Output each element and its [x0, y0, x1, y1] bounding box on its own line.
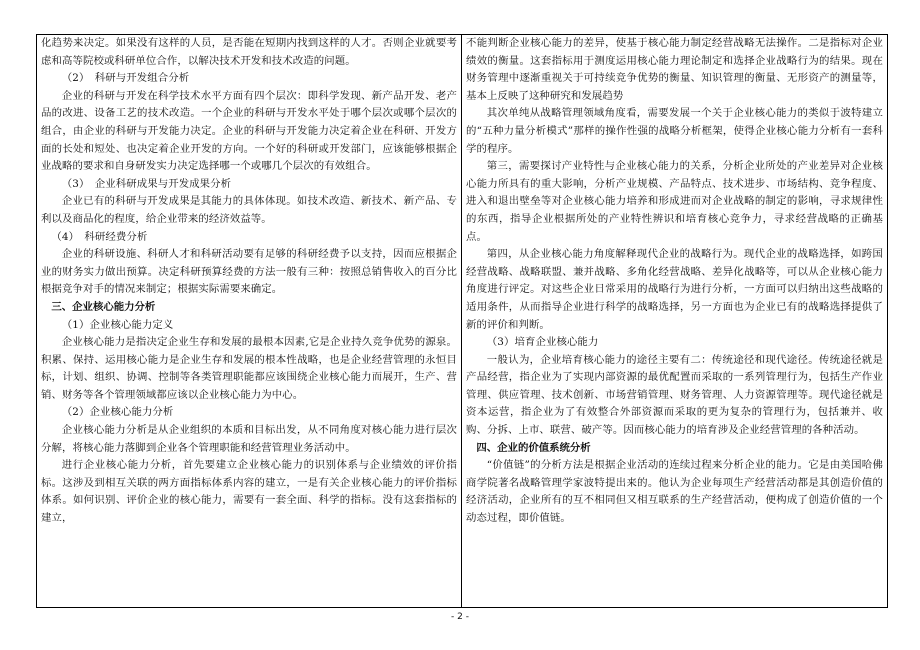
subheading-rd-funding: （4） 科研经费分析 — [51, 230, 148, 243]
paragraph: 企业的科研与开发在科学技术水平方面有四个层次：即科学发现、新产品开发、老产品的改进、设备工艺的技术改造。一个企业的科研与开发水平处于哪个层次或哪个层次的组合，由企业的科研与开发能力决定。企业的科研与开发能力决定着企业在科研、开发方面的长处和短处、也决定着企业开发的方向。一个好的科研或开发部门，应该能够根据企业战略的要求和自身研发实力决定选择哪一个或哪几个层次的有效组合。 — [41, 89, 457, 173]
subheading-rd-combination: （2） 科研与开发组合分析 — [61, 72, 190, 85]
paragraph: 一般认为，企业培育核心能力的途径主要有二：传统途径和现代途径。传统途径就是产品经营，指企业为了实现内部资源的最优配置而采取的一系列管理行为，包括生产作业管理、供应管理、技术创新、市场营销管理、财务管理、人力资源管理等。现代途径就是资本运营，指企业为了有效整合外部资源而采取的更为复杂的管理行为，包括兼并、收购、分拆、上市、联营、破产等。因而核心能力的培育涉及企业经营管理的各种活动。 — [466, 353, 883, 437]
left-column — [37, 35, 462, 607]
paragraph: 不能判断企业核心能力的差异，使基于核心能力制定经营战略无法操作。二是指标对企业绩效的衡量。这套指标用于测度运用核心能力理论制定和选择企业战略行为的结果。现在财务管理中逐渐重视关于可持续竞争优势的衡量、知识管理的衡量、无形资产的测量等，基本上反映了这种研究和发展趋势 — [466, 37, 883, 102]
document-page — [36, 34, 888, 608]
page-number: - 2 - — [451, 612, 469, 622]
subheading-rd-results: （3） 企业科研成果与开发成果分析 — [61, 177, 232, 190]
paragraph: 第三，需要探讨产业特性与企业核心能力的关系，分析企业所处的产业差异对企业核心能力所具有的重大影响，分析产业规模、产品特点、技术进步、市场结构、竞争程度、进入和退出壁垒等对企业核心能力培养和形成进而对企业战略的制定的影响，寻求规律性的东西，指导企业根据所处的产业特性辨识和培育核心竞争力，寻求经营战略的正确基点。 — [466, 160, 883, 243]
paragraph: 企业的科研设施、科研人才和科研活动要有足够的科研经费予以支持，因而应根据企业的财务实力做出预算。决定科研预算经费的方法一般有三种：按照总销售收入的百分比根据竞争对手的情况来制定；根据实际需要来确定。 — [41, 248, 457, 296]
paragraph: 其次单纯从战略管理领域角度看，需要发展一个关于企业核心能力的类似于波特建立的“五种力量分析模式”那样的操作性强的战略分析框架，使得企业核心能力分析有一套科学的程序。 — [466, 107, 883, 155]
right-column — [462, 35, 887, 607]
subheading-core-cultivation: （3）培育企业核心能力 — [486, 336, 599, 349]
section-heading-core-competence: 三、企业核心能力分析 — [51, 300, 156, 313]
paragraph: 化趋势来决定。如果没有这样的人员，是否能在短期内找到这样的人才。否则企业就要考虑和高等院校或科研单位合作，以解决技术开发和技术改造的问题。 — [41, 37, 457, 67]
paragraph: 企业核心能力是指决定企业生存和发展的最根本因素,它是企业持久竞争优势的源泉。积累、保持、运用核心能力是企业生存和发展的根本性战略，也是企业经营管理的永恒目标，计划、组织、协调、控制等各类管理职能都应该围绕企业核心能力而展开，生产、营销、财务等各个管理领域都应该以企业核心能力为中心。 — [41, 336, 457, 401]
paragraph: 进行企业核心能力分析，首先要建立企业核心能力的识别体系与企业绩效的评价指标。这涉及到相互关联的两方面指标体系内容的建立，一是有关企业核心能力的评价指标体系。如何识别、评价企业的核心能力，需要有一套全面、科学的指标。没有这套指标的建立， — [41, 459, 457, 525]
section-heading-value-system: 四、企业的价值系统分析 — [476, 441, 591, 454]
subheading-core-analysis: （2）企业核心能力分析 — [61, 406, 174, 419]
subheading-core-definition: （1）企业核心能力定义 — [61, 318, 174, 331]
paragraph: 企业已有的科研与开发成果是其能力的具体体现。如技术改造、新技术、新产品、专利以及商品化的程度，给企业带来的经济效益等。 — [41, 195, 457, 225]
paragraph: 企业核心能力分析是从企业组织的本质和目标出发，从不同角度对核心能力进行层次分解，将核心能力落脚到企业各个管理职能和经营管理业务活动中。 — [41, 424, 457, 454]
paragraph: “价值链”的分析方法是根据企业活动的连续过程来分析企业的能力。它是由美国哈佛商学院著名战略管理学家波特提出来的。他认为企业每项生产经营活动都是其创造价值的经济活动，企业所有的互不相同但又相互联系的生产经营活动，便构成了创造价值的一个动态过程，即价值链。 — [466, 459, 883, 525]
paragraph: 第四，从企业核心能力角度解释现代企业的战略行为。现代企业的战略选择，如跨国经营战略、战略联盟、兼并战略、多角化经营战略、差异化战略等，可以从企业核心能力角度进行评定。对这些企业日常采用的战略行为进行分析，一方面可以归纳出这些战略的适用条件，从而指导企业进行科学的战略选择，另一方面也为企业已有的战略选择提供了新的评价和判断。 — [466, 248, 883, 331]
